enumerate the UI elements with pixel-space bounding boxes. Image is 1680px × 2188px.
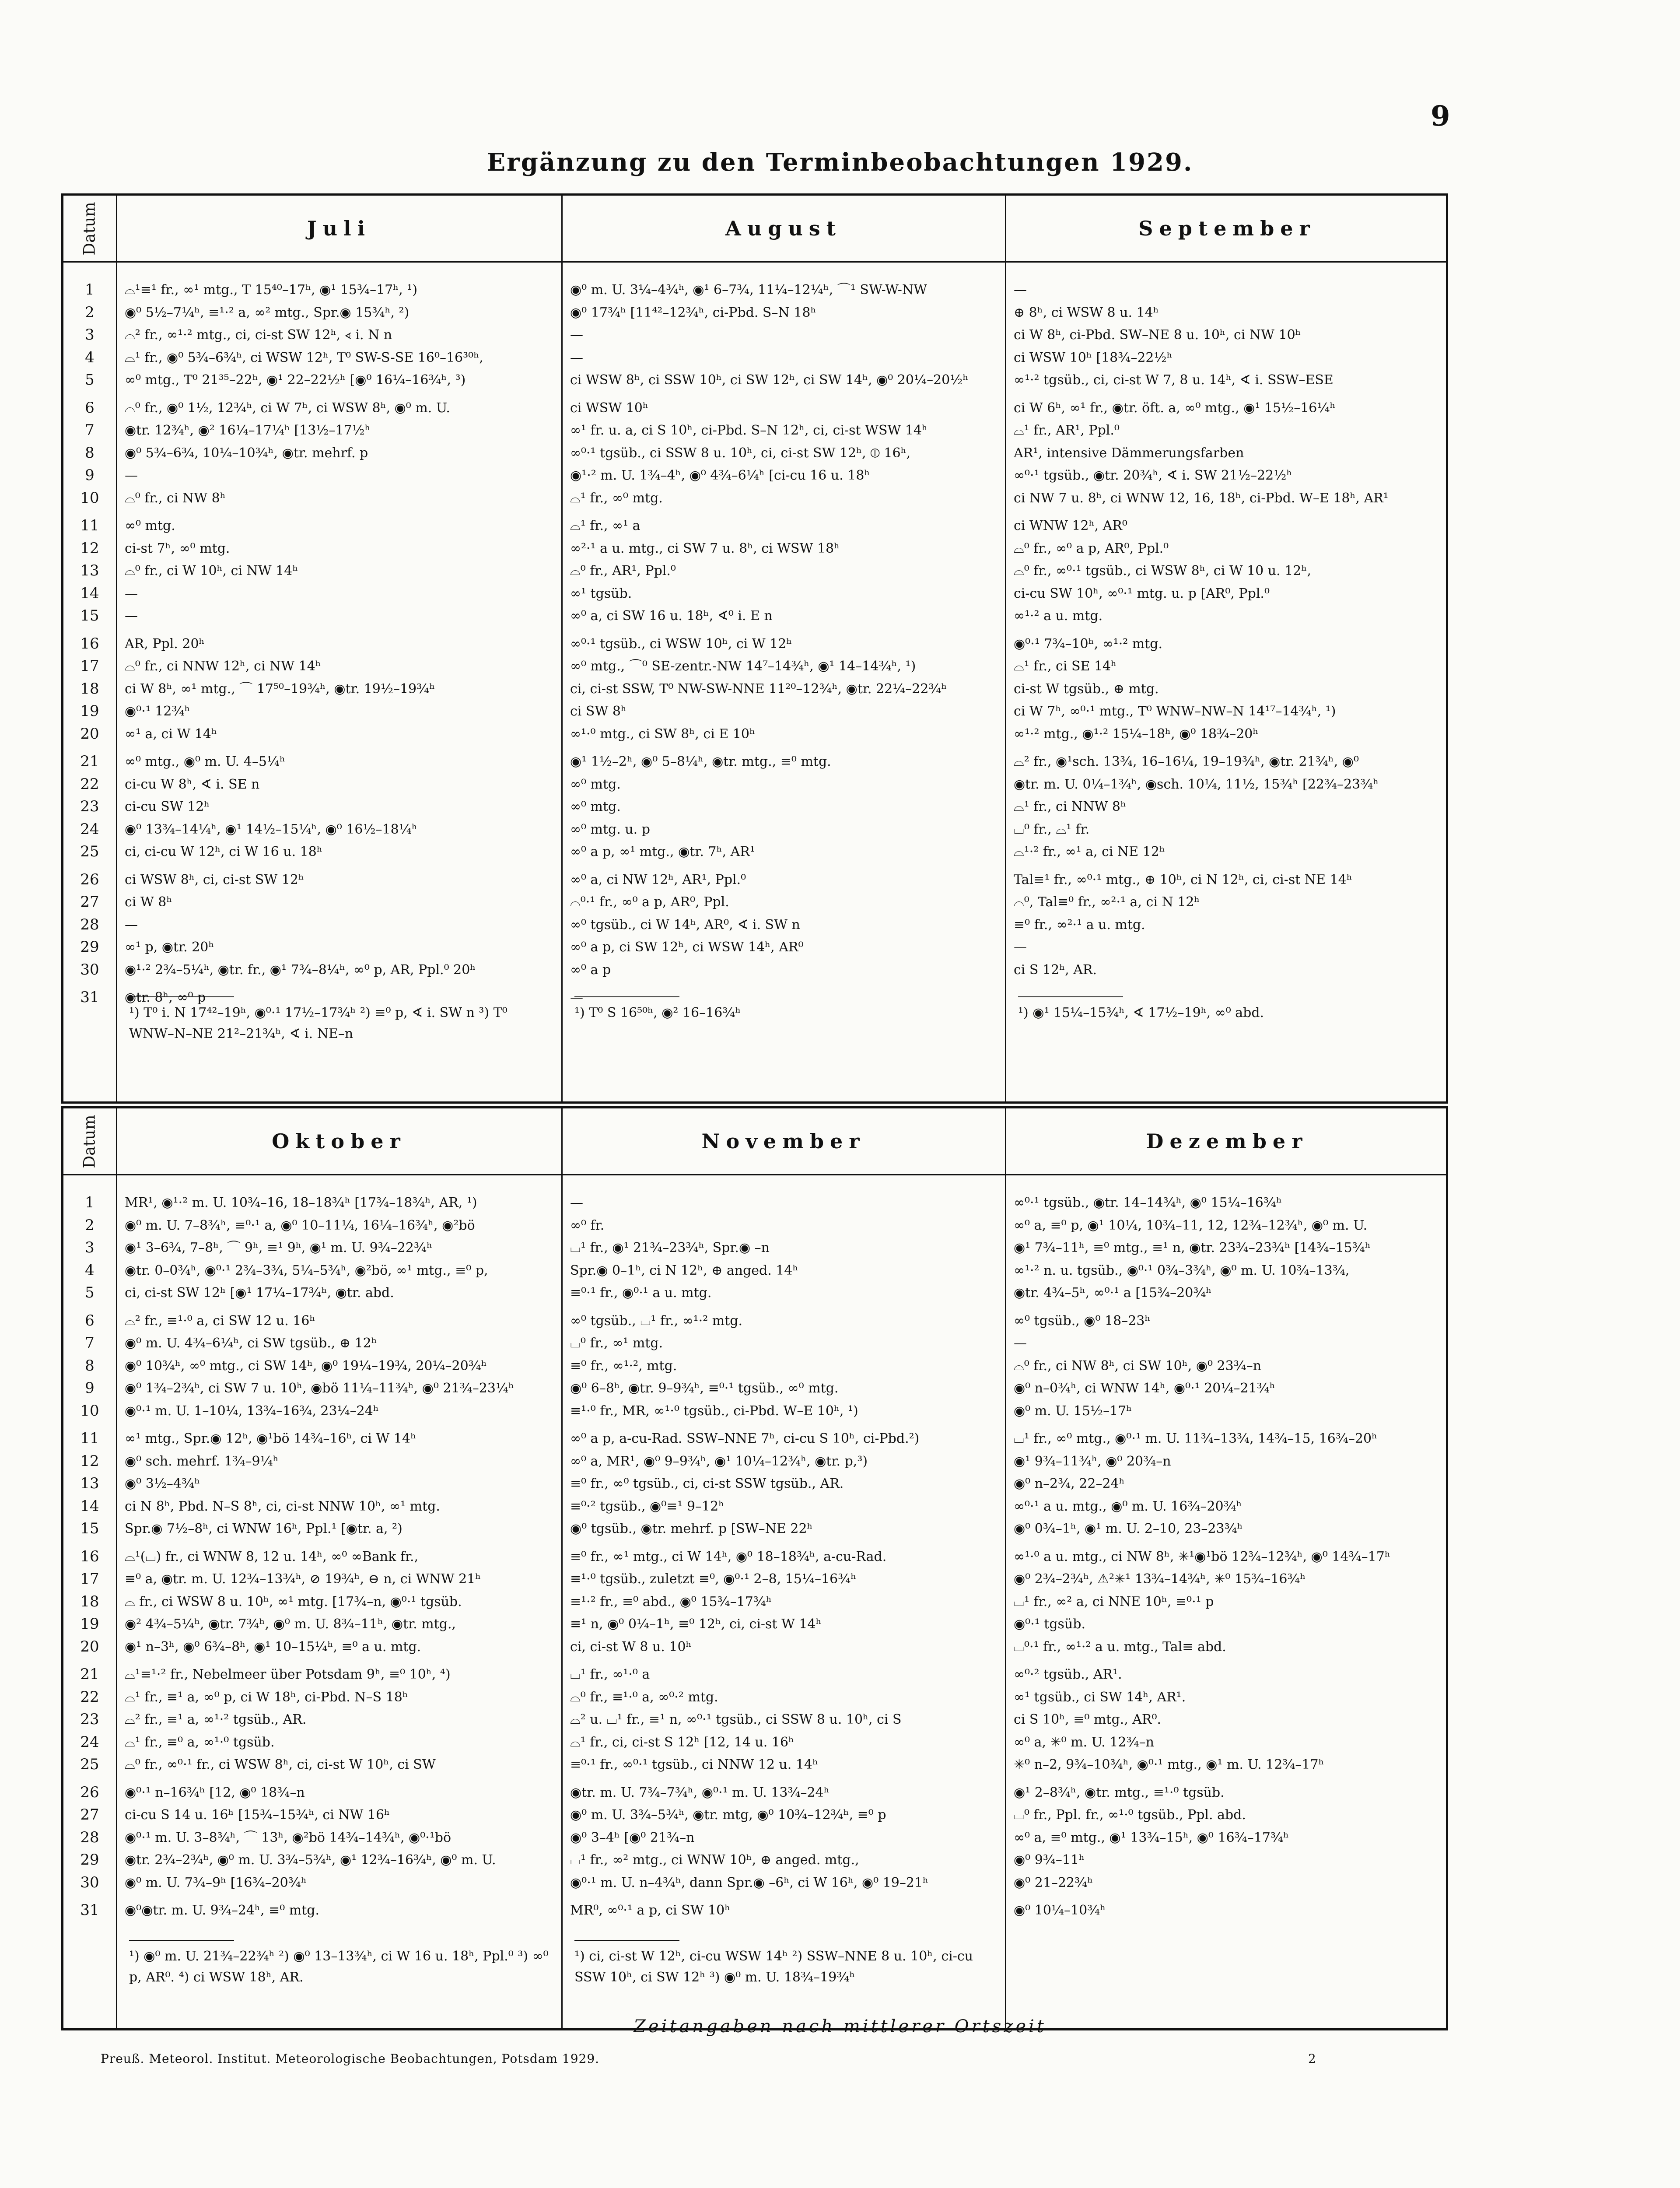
day-number: 29 (80, 1851, 99, 1869)
day-entry: ∞¹·⁰ a u. mtg., ci NW 8ʰ, ✳¹◉¹bö 12¾–12¾ʰ, ◉⁰ 14¾–17ʰ (1014, 1549, 1390, 1564)
day-entry: ⊕ 8ʰ, ci WSW 8 u. 14ʰ (1014, 305, 1159, 320)
day-entry: ⌓¹ fr., ci, ci-st S 12ʰ [12, 14 u. 16ʰ (570, 1734, 794, 1750)
day-entry: ≡⁰·¹ fr., ◉⁰·¹ a u. mtg. (570, 1285, 712, 1301)
day-entry: — (125, 586, 138, 601)
day-entry: ⌓⁰ fr., ∞⁰ a p, AR⁰, Ppl.⁰ (1014, 540, 1169, 556)
day-entry: ⌓² fr., ≡¹·⁰ a, ci SW 12 u. 16ʰ (125, 1313, 315, 1329)
month-header-november: November (701, 1129, 866, 1153)
day-entry: ◉⁰ m. U. 7¾–9ʰ [16¾–20¾ʰ (125, 1875, 307, 1890)
month-header-dezember: Dezember (1146, 1129, 1309, 1153)
day-entry: ci WSW 10ʰ [18¾–22½ʰ (1014, 350, 1172, 365)
day-entry: ◉¹·² 2¾–5¼ʰ, ◉tr. fr., ◉¹ 7¾–8¼ʰ, ∞⁰ p, AR, Ppl.⁰ 20ʰ (125, 962, 476, 978)
day-entry: ∞¹·² tgsüb., ci, ci-st W 7, 8 u. 14ʰ, ∢ i. SSW–ESE (1014, 372, 1334, 388)
time-reference-note: Zeitangaben nach mittlerer Ortszeit (634, 2016, 1046, 2037)
day-number: 11 (80, 517, 99, 534)
column-juli (125, 279, 558, 1009)
column-september (1014, 279, 1442, 1009)
day-number: 17 (80, 657, 99, 675)
day-number: 27 (80, 893, 99, 911)
day-entry: ⌓⁰ fr., ci NNW 12ʰ, ci NW 14ʰ (125, 659, 321, 674)
day-number-column (63, 1192, 116, 1922)
day-entry: ∞⁰·¹ tgsüb., ci SSW 8 u. 10ʰ, ci, ci-st SW 12ʰ, ⦶ 16ʰ, (570, 445, 911, 461)
day-entry: ◉⁰ 5½–7¼ʰ, ≡¹·² a, ∞² mtg., Spr.◉ 15¾ʰ, ²) (125, 305, 410, 320)
column-divider (1005, 1108, 1006, 2028)
day-number: 15 (80, 1520, 99, 1537)
day-number: 5 (85, 1284, 94, 1301)
day-entry: MR¹, ◉¹·² m. U. 10¾–16, 18–18¾ʰ [17¾–18¾ʰ, AR, ¹) (125, 1195, 477, 1210)
day-number: 19 (80, 1615, 99, 1633)
column-divider (116, 196, 117, 1101)
day-entry: ci, ci-cu W 12ʰ, ci W 16 u. 18ʰ (125, 844, 322, 859)
day-entry: ◉⁰ 5¾–6¾, 10¼–10¾ʰ, ◉tr. mehrf. p (125, 445, 368, 461)
day-entry: ◉⁰ n–2¾, 22–24ʰ (1014, 1476, 1125, 1491)
day-entry: Tal≡¹ fr., ∞⁰·¹ mtg., ⊕ 10ʰ, ci N 12ʰ, ci, ci-st NE 14ʰ (1014, 872, 1352, 887)
day-number: 17 (80, 1570, 99, 1588)
day-entry: ◉¹ 1½–2ʰ, ◉⁰ 5–8¼ʰ, ◉tr. mtg., ≡⁰ mtg. (570, 754, 831, 769)
column-divider (561, 196, 563, 1101)
day-entry: ⌓¹ fr., ci SE 14ʰ (1014, 659, 1117, 674)
day-entry: ci W 8ʰ (125, 894, 172, 910)
day-entry: ◉tr. 4¾–5ʰ, ∞⁰·¹ a [15¾–20¾ʰ (1014, 1285, 1212, 1301)
day-entry: AR, Ppl. 20ʰ (125, 636, 205, 652)
day-entry: — (125, 608, 138, 624)
day-entry: ∞⁰ a, ci NW 12ʰ, AR¹, Ppl.⁰ (570, 872, 746, 887)
day-entry: ⌴¹ fr., ∞¹·⁰ a (570, 1667, 650, 1682)
day-number: 18 (80, 1592, 99, 1610)
day-entry: ∞⁰ a p (570, 962, 611, 978)
day-entry: ∞⁰ a p, a-cu-Rad. SSW–NNE 7ʰ, ci-cu S 10ʰ, ci-Pbd.²) (570, 1431, 920, 1446)
day-number: 15 (80, 607, 99, 624)
day-entry: ∞⁰·² tgsüb., AR¹. (1014, 1667, 1122, 1682)
day-entry: ⌓⁰ fr., ci W 10ʰ, ci NW 14ʰ (125, 563, 298, 579)
day-entry: ◉⁰ 13¾–14¼ʰ, ◉¹ 14½–15¼ʰ, ◉⁰ 16½–18¼ʰ (125, 821, 417, 837)
day-entry: ∞⁰ mtg. (125, 518, 175, 533)
day-entry: ◉² 4¾–5¼ʰ, ◉tr. 7¾ʰ, ◉⁰ m. U. 8¾–11ʰ, ◉tr. mtg., (125, 1616, 456, 1632)
column-divider (561, 1108, 563, 2028)
day-entry: ⌓⁰ fr., ≡¹·⁰ a, ∞⁰·² mtg. (570, 1689, 718, 1705)
day-entry: ◉⁰ m. U. 7–8¾ʰ, ≡⁰·¹ a, ◉⁰ 10–11¼, 16¼–16¾ʰ, ◉²bö (125, 1217, 475, 1233)
day-entry: ∞⁰ a p, ∞¹ mtg., ◉tr. 7ʰ, AR¹ (570, 844, 755, 859)
day-entry: ≡¹ n, ◉⁰ 0¼–1ʰ, ≡⁰ 12ʰ, ci, ci-st W 14ʰ (570, 1616, 822, 1632)
day-entry: — (570, 990, 583, 1005)
day-entry: ∞¹·² a u. mtg. (1014, 608, 1103, 624)
day-number: 27 (80, 1806, 99, 1823)
day-entry: ≡⁰·² tgsüb., ◉⁰≡¹ 9–12ʰ (570, 1498, 724, 1514)
day-number: 28 (80, 1828, 99, 1846)
day-number: 4 (85, 348, 94, 366)
day-number: 1 (85, 1194, 94, 1211)
day-entry: ◉¹·² m. U. 1¾–4ʰ, ◉⁰ 4¾–6¼ʰ [ci-cu 16 u. 18ʰ (570, 468, 870, 483)
day-entry: ci-st 7ʰ, ∞⁰ mtg. (125, 540, 230, 556)
day-entry: ∞⁰ tgsüb., ◉⁰ 18–23ʰ (1014, 1313, 1151, 1329)
column-oktober (125, 1192, 558, 1922)
day-entry: ⌓¹ fr., AR¹, Ppl.⁰ (1014, 423, 1120, 438)
day-entry: ⌓⁰ fr., ci NW 8ʰ, ci SW 10ʰ, ◉⁰ 23¾–n (1014, 1358, 1262, 1374)
day-entry: — (125, 468, 138, 483)
day-number: 23 (80, 798, 99, 815)
day-number: 13 (80, 1475, 99, 1492)
day-entry: ◉tr. 8ʰ, ∞⁰ p (125, 990, 206, 1005)
day-number: 8 (85, 444, 94, 462)
day-entry: MR⁰, ∞⁰·¹ a p, ci SW 10ʰ (570, 1903, 731, 1918)
day-number: 13 (80, 562, 99, 579)
day-entry: ⌓¹ fr., ∞⁰ mtg. (570, 490, 663, 506)
day-entry: ◉⁰·¹ n–16¾ʰ [12, ◉⁰ 18¾–n (125, 1785, 305, 1800)
day-entry: ◉⁰ 1¾–2¾ʰ, ci SW 7 u. 10ʰ, ◉bö 11¼–11¾ʰ, ◉⁰ 21¾–23¼ʰ (125, 1381, 514, 1396)
day-entry: ci-cu SW 10ʰ, ∞⁰·¹ mtg. u. p [AR⁰, Ppl.⁰ (1014, 586, 1270, 601)
day-entry: ✳⁰ n–2, 9¾–10¾ʰ, ◉⁰·¹ mtg., ◉¹ m. U. 12¾–17ʰ (1014, 1757, 1324, 1772)
day-entry: ∞¹ mtg., Spr.◉ 12ʰ, ◉¹bö 14¾–16ʰ, ci W 14ʰ (125, 1431, 416, 1446)
day-entry: ◉⁰·¹ tgsüb. (1014, 1616, 1086, 1632)
day-number: 16 (80, 635, 99, 652)
day-entry: ⌓⁰ fr., ci NW 8ʰ (125, 490, 226, 506)
column-november (570, 1192, 999, 1922)
column-dezember (1014, 1192, 1442, 1922)
day-entry: ci-st W tgsüb., ⊕ mtg. (1014, 681, 1159, 697)
day-entry: ◉¹ 7¾–11ʰ, ≡⁰ mtg., ≡¹ n, ◉tr. 23¾–23¾ʰ [14¾–15¾ʰ (1014, 1240, 1371, 1255)
day-entry: ci, ci-st SW 12ʰ [◉¹ 17¼–17¾ʰ, ◉tr. abd. (125, 1285, 394, 1301)
day-entry: ci WSW 10ʰ (570, 400, 648, 416)
day-number: 9 (85, 1379, 94, 1397)
day-entry: ⌴¹ fr., ∞² a, ci NNE 10ʰ, ≡⁰·¹ p (1014, 1594, 1214, 1609)
day-number: 21 (80, 753, 99, 770)
day-entry: ∞⁰ mtg. u. p (570, 821, 650, 837)
day-entry: ci SW 8ʰ (570, 704, 626, 719)
day-entry: ci S 10ʰ, ≡⁰ mtg., AR⁰. (1014, 1712, 1162, 1727)
day-entry: — (1014, 1336, 1027, 1351)
day-number-column (63, 279, 116, 1009)
day-number: 26 (80, 1783, 99, 1801)
day-number: 5 (85, 371, 94, 389)
day-number: 7 (85, 421, 94, 439)
day-entry: ◉⁰·¹ m. U. 1–10¼, 13¾–16¾, 23¼–24ʰ (125, 1403, 379, 1419)
day-entry: ⌓⁰ fr., ◉⁰ 1½, 12¾ʰ, ci W 7ʰ, ci WSW 8ʰ, ◉⁰ m. U. (125, 400, 450, 416)
day-entry: ∞⁰ fr. (570, 1217, 605, 1233)
day-entry: ∞⁰ mtg. (570, 776, 621, 792)
day-number: 30 (80, 961, 99, 978)
day-entry: ◉⁰·¹ m. U. 3–8¾ʰ, ⌒ 13ʰ, ◉²bö 14¾–14¾ʰ, ◉⁰·¹bö (125, 1830, 452, 1845)
day-entry: ⌓⁰ fr., ∞⁰·¹ tgsüb., ci WSW 8ʰ, ci W 10 u. 12ʰ, (1014, 563, 1311, 579)
day-entry: ∞⁰ a, MR¹, ◉⁰ 9–9¾ʰ, ◉¹ 10¼–12¾ʰ, ◉tr. p,³) (570, 1453, 868, 1469)
day-entry: ∞¹ tgsüb., ci SW 14ʰ, AR¹. (1014, 1689, 1186, 1705)
day-entry: ◉⁰ 3–4ʰ [◉⁰ 21¾–n (570, 1830, 695, 1845)
day-number: 28 (80, 915, 99, 933)
day-entry: ⌓¹ fr., ≡⁰ a, ∞¹·⁰ tgsüb. (125, 1734, 275, 1750)
day-entry: ◉⁰ m. U. 3¾–5¾ʰ, ◉tr. mtg, ◉⁰ 10¾–12¾ʰ, ≡⁰ p (570, 1807, 886, 1823)
day-number: 6 (85, 399, 94, 417)
day-entry: ◉⁰ m. U. 15½–17ʰ (1014, 1403, 1132, 1419)
day-entry: ∞⁰ tgsüb., ci W 14ʰ, AR⁰, ∢ i. SW n (570, 917, 800, 933)
day-entry: — (570, 350, 583, 365)
day-entry: Spr.◉ 0–1ʰ, ci N 12ʰ, ⊕ anged. 14ʰ (570, 1262, 798, 1278)
day-entry: ∞¹ tgsüb. (570, 586, 632, 601)
month-header-august: August (725, 217, 842, 240)
day-entry: ◉⁰·¹ 7¾–10ʰ, ∞¹·² mtg. (1014, 636, 1163, 652)
month-header-oktober: Oktober (272, 1129, 406, 1153)
day-number: 7 (85, 1334, 94, 1352)
day-entry: — (125, 917, 138, 933)
day-number: 3 (85, 1239, 94, 1256)
day-entry: ci W 8ʰ, ∞¹ mtg., ⌒ 17⁵⁰–19¾ʰ, ◉tr. 19½–19¾ʰ (125, 681, 435, 697)
day-number: 12 (80, 1452, 99, 1470)
day-entry: ⌴⁰ fr., Ppl. fr., ∞¹·⁰ tgsüb., Ppl. abd. (1014, 1807, 1246, 1823)
day-entry: ◉⁰ 21–22¾ʰ (1014, 1875, 1093, 1890)
day-number: 21 (80, 1666, 99, 1683)
day-entry: ◉⁰ 10¾ʰ, ∞⁰ mtg., ci SW 14ʰ, ◉⁰ 19¼–19¾, 20¼–20¾ʰ (125, 1358, 487, 1374)
day-number: 6 (85, 1311, 94, 1329)
day-entry: ⌓² u. ⌴¹ fr., ≡¹ n, ∞⁰·¹ tgsüb., ci SSW 8 u. 10ʰ, ci S (570, 1712, 902, 1727)
day-entry: ◉¹ 9¾–11¾ʰ, ◉⁰ 20¾–n (1014, 1453, 1171, 1469)
page-number: 9 (1431, 100, 1450, 133)
day-entry: ∞⁰·¹ tgsüb., ci WSW 10ʰ, ci W 12ʰ (570, 636, 792, 652)
day-entry: ⌓¹≡¹ fr., ∞¹ mtg., T 15⁴⁰–17ʰ, ◉¹ 15¾–17ʰ, ¹) (125, 282, 418, 298)
column-august (570, 279, 999, 1009)
day-entry: ⌓⁰, Tal≡⁰ fr., ∞²·¹ a, ci N 12ʰ (1014, 894, 1200, 910)
day-entry: ci WNW 12ʰ, AR⁰ (1014, 518, 1127, 533)
day-number: 16 (80, 1547, 99, 1565)
day-entry: ∞⁰ a, ci SW 16 u. 18ʰ, ∢⁰ i. E n (570, 608, 773, 624)
day-entry: ∞²·¹ a u. mtg., ci SW 7 u. 8ʰ, ci WSW 18ʰ (570, 540, 840, 556)
month-header-juli: Juli (307, 217, 371, 240)
day-number: 12 (80, 539, 99, 557)
day-entry: ⌓¹ fr., ◉⁰ 5¾–6¾ʰ, ci WSW 12ʰ, T⁰ SW-S-SE 16⁰–16³⁰ʰ, (125, 350, 483, 365)
day-entry: ci W 6ʰ, ∞¹ fr., ◉tr. öft. a, ∞⁰ mtg., ◉¹ 15½–16¼ʰ (1014, 400, 1336, 416)
day-entry: ≡⁰ a, ◉tr. m. U. 12¾–13¾ʰ, ⊘ 19¾ʰ, ⊖ n, ci WNW 21ʰ (125, 1571, 481, 1587)
day-entry: ci, ci-st SSW, T⁰ NW-SW-NNE 11²⁰–12¾ʰ, ◉tr. 22¼–22¾ʰ (570, 681, 947, 697)
day-entry: ∞⁰ mtg., ◉⁰ m. U. 4–5¼ʰ (125, 754, 285, 769)
day-entry: ∞⁰·¹ a u. mtg., ◉⁰ m. U. 16¾–20¾ʰ (1014, 1498, 1242, 1514)
day-number: 4 (85, 1261, 94, 1279)
day-entry: ≡¹·⁰ fr., MR, ∞¹·⁰ tgsüb., ci-Pbd. W–E 10ʰ, ¹) (570, 1403, 858, 1419)
day-entry: ⌓⁰·¹ fr., ∞⁰ a p, AR⁰, Ppl. (570, 894, 729, 910)
day-entry: ⌴¹ fr., ∞² mtg., ci WNW 10ʰ, ⊕ anged. mtg., (570, 1852, 859, 1868)
day-number: 25 (80, 1756, 99, 1773)
day-entry: ◉⁰ m. U. 4¾–6¼ʰ, ci SW tgsüb., ⊕ 12ʰ (125, 1336, 377, 1351)
table-panel-bottom (61, 1106, 1448, 2030)
day-entry: — (1014, 940, 1027, 955)
day-entry: ci W 7ʰ, ∞⁰·¹ mtg., T⁰ WNW–NW–N 14¹⁷–14¾ʰ, ¹) (1014, 704, 1336, 719)
day-number: 3 (85, 326, 94, 344)
page-title: Ergänzung zu den Terminbeobachtungen 1929. (486, 148, 1194, 177)
day-entry: ci, ci-st W 8 u. 10ʰ (570, 1639, 692, 1655)
day-entry: ≡⁰·¹ fr., ∞⁰·¹ tgsüb., ci NNW 12 u. 14ʰ (570, 1757, 818, 1772)
day-entry: ∞⁰ a, ≡⁰ p, ◉¹ 10¼, 10¾–11, 12, 12¾–12¾ʰ, ◉⁰ m. U. (1014, 1217, 1368, 1233)
day-entry: ⌓¹·² fr., ∞¹ a, ci NE 12ʰ (1014, 844, 1165, 859)
day-number: 26 (80, 870, 99, 888)
day-entry: ∞⁰·¹ tgsüb., ◉tr. 20¾ʰ, ∢ i. SW 21½–22½ʰ (1014, 468, 1292, 483)
day-entry: ⌴⁰ fr., ⌓¹ fr. (1014, 821, 1090, 837)
day-entry: Spr.◉ 7½–8ʰ, ci WNW 16ʰ, Ppl.¹ [◉tr. a, ²) (125, 1521, 402, 1536)
day-entry: ◉tr. 0–0¾ʰ, ◉⁰·¹ 2¾–3¾, 5¼–5¾ʰ, ◉²bö, ∞¹ mtg., ≡⁰ p, (125, 1262, 488, 1278)
day-number: 31 (80, 989, 99, 1006)
day-entry: ◉¹ 3–6¾, 7–8ʰ, ⌒ 9ʰ, ≡¹ 9ʰ, ◉¹ m. U. 9¾–22¾ʰ (125, 1240, 433, 1255)
day-number: 30 (80, 1873, 99, 1891)
day-entry: ⌓¹(⌴) fr., ci WNW 8, 12 u. 14ʰ, ∞⁰ ∞Bank fr., (125, 1549, 419, 1564)
signature-mark: 2 (1308, 2051, 1316, 2066)
day-entry: ◉tr. 2¾–2¾ʰ, ◉⁰ m. U. 3¾–5¾ʰ, ◉¹ 12¾–16¾ʰ, ◉⁰ m. U. (125, 1852, 496, 1868)
day-entry: ∞¹ fr. u. a, ci S 10ʰ, ci-Pbd. S–N 12ʰ, ci, ci-st WSW 14ʰ (570, 423, 928, 438)
day-entry: ∞⁰·¹ tgsüb., ◉tr. 14–14¾ʰ, ◉⁰ 15¼–16¾ʰ (1014, 1195, 1282, 1210)
day-entry: ⌓⁰ fr., AR¹, Ppl.⁰ (570, 563, 676, 579)
day-entry: ⌴¹ fr., ∞⁰ mtg., ◉⁰·¹ m. U. 11¾–13¾, 14¾–15, 16¾–20ʰ (1014, 1431, 1378, 1446)
day-entry: ci-cu S 14 u. 16ʰ [15¾–15¾ʰ, ci NW 16ʰ (125, 1807, 390, 1823)
day-entry: ≡⁰ fr., ∞¹ mtg., ci W 14ʰ, ◉⁰ 18–18¾ʰ, a-cu-Rad. (570, 1549, 887, 1564)
day-number: 22 (80, 1688, 99, 1706)
day-entry: ⌓ fr., ci WSW 8 u. 10ʰ, ∞¹ mtg. [17¾–n, ◉⁰·¹ tgsüb. (125, 1594, 462, 1609)
day-entry: ⌓² fr., ≡¹ a, ∞¹·² tgsüb., AR. (125, 1712, 307, 1727)
day-entry: ⌓¹ fr., ∞¹ a (570, 518, 640, 533)
day-entry: ∞¹·² n. u. tgsüb., ◉⁰·¹ 0¾–3¾ʰ, ◉⁰ m. U. 10¾–13¾, (1014, 1262, 1350, 1278)
day-entry: ≡¹·² fr., ≡⁰ abd., ◉⁰ 15¾–17¾ʰ (570, 1594, 772, 1609)
day-entry: — (1014, 282, 1027, 298)
day-entry: ◉⁰ 17¾ʰ [11⁴²–12¾ʰ, ci-Pbd. S–N 18ʰ (570, 305, 816, 320)
day-entry: ◉⁰ m. U. 3¼–4¾ʰ, ◉¹ 6–7¾, 11¼–12¼ʰ, ⌒¹ SW-W-NW (570, 282, 927, 298)
day-entry: ◉⁰ n–0¾ʰ, ci WNW 14ʰ, ◉⁰·¹ 20¼–21¾ʰ (1014, 1381, 1275, 1396)
day-entry: ∞¹·⁰ mtg., ci SW 8ʰ, ci E 10ʰ (570, 726, 755, 742)
day-entry: ◉⁰ 10¼–10¾ʰ (1014, 1903, 1106, 1918)
day-entry: ci-cu SW 12ʰ (125, 799, 210, 814)
day-entry: ◉⁰ 9¾–11ʰ (1014, 1852, 1085, 1868)
day-entry: AR¹, intensive Dämmerungsfarben (1014, 445, 1244, 461)
day-entry: ⌓¹ fr., ci NNW 8ʰ (1014, 799, 1126, 814)
day-number: 2 (85, 1216, 94, 1234)
day-entry: ⌓² fr., ∞¹·² mtg., ci, ci-st SW 12ʰ, ∢ i. N n (125, 327, 392, 343)
day-entry: ◉⁰·¹ m. U. n–4¾ʰ, dann Spr.◉ –6ʰ, ci W 16ʰ, ◉⁰ 19–21ʰ (570, 1875, 929, 1890)
publisher-credit: Preuß. Meteorol. Institut. Meteorologische Beobachtungen, Potsdam 1929. (101, 2051, 600, 2066)
day-entry: ◉⁰ 3½–4¾ʰ (125, 1476, 200, 1491)
day-entry: ≡⁰ fr., ∞²·¹ a u. mtg. (1014, 917, 1145, 933)
footnote-september: ¹) ◉¹ 15¼–15¾ʰ, ∢ 17½–19ʰ, ∞⁰ abd. (1018, 996, 1438, 1024)
day-number: 29 (80, 938, 99, 956)
day-number: 10 (80, 1402, 99, 1420)
day-entry: — (570, 327, 583, 343)
day-entry: ⌓² fr., ◉¹sch. 13¾, 16–16¼, 19–19¾ʰ, ◉tr. 21¾ʰ, ◉⁰ (1014, 754, 1359, 769)
day-entry: ∞¹ p, ◉tr. 20ʰ (125, 940, 214, 955)
day-entry: ◉tr. 12¾ʰ, ◉² 16¼–17¼ʰ [13½–17½ʰ (125, 423, 371, 438)
day-number: 23 (80, 1711, 99, 1728)
day-number: 19 (80, 702, 99, 720)
day-entry: ∞⁰ mtg., T⁰ 21³⁵–22ʰ, ◉¹ 22–22½ʰ [◉⁰ 16¼–16¾ʰ, ³) (125, 372, 466, 388)
day-entry: ◉⁰ 6–8ʰ, ◉tr. 9–9¾ʰ, ≡⁰·¹ tgsüb., ∞⁰ mtg. (570, 1381, 839, 1396)
day-number: 11 (80, 1430, 99, 1447)
day-number: 18 (80, 680, 99, 698)
day-entry: ≡¹·⁰ tgsüb., zuletzt ≡⁰, ◉⁰·¹ 2–8, 15¼–16¾ʰ (570, 1571, 857, 1587)
day-entry: ⌴⁰·¹ fr., ∞¹·² a u. mtg., Tal≡ abd. (1014, 1639, 1226, 1655)
day-entry: ◉⁰◉tr. m. U. 9¾–24ʰ, ≡⁰ mtg. (125, 1903, 320, 1918)
day-number: 24 (80, 1733, 99, 1751)
table-panel-top (61, 193, 1448, 1104)
day-entry: ⌴¹ fr., ◉¹ 21¾–23¾ʰ, Spr.◉ –n (570, 1240, 770, 1255)
day-entry: ◉⁰·¹ 12¾ʰ (125, 704, 190, 719)
footnote-august: ¹) T⁰ S 16⁵⁰ʰ, ◉² 16–16¾ʰ (574, 996, 994, 1024)
column-divider (1005, 196, 1006, 1101)
day-entry: ci WSW 8ʰ, ci, ci-st SW 12ʰ (125, 872, 304, 887)
day-number: 31 (80, 1901, 99, 1919)
day-entry: ⌓¹ fr., ≡¹ a, ∞⁰ p, ci W 18ʰ, ci-Pbd. N–S 18ʰ (125, 1689, 408, 1705)
day-entry: ⌓⁰ fr., ∞⁰·¹ fr., ci WSW 8ʰ, ci, ci-st W 10ʰ, ci SW (125, 1757, 436, 1772)
datum-header: Datum (80, 201, 99, 256)
day-entry: ⌓¹≡¹·² fr., Nebelmeer über Potsdam 9ʰ, ≡⁰ 10ʰ, ⁴) (125, 1667, 451, 1682)
day-number: 1 (85, 281, 94, 298)
day-number: 20 (80, 1637, 99, 1655)
day-entry: ◉tr. m. U. 7¾–7¾ʰ, ◉⁰·¹ m. U. 13¾–24ʰ (570, 1785, 830, 1800)
day-entry: ci-cu W 8ʰ, ∢ i. SE n (125, 776, 260, 792)
day-entry: ≡⁰ fr., ∞¹·², mtg. (570, 1358, 677, 1374)
datum-header: Datum (80, 1114, 99, 1168)
day-number: 2 (85, 303, 94, 321)
day-entry: ◉⁰ tgsüb., ◉tr. mehrf. p [SW–NE 22ʰ (570, 1521, 813, 1536)
day-number: 8 (85, 1357, 94, 1375)
day-entry: ∞⁰ mtg. (570, 799, 621, 814)
day-entry: ∞⁰ a, ✳⁰ m. U. 12¾–n (1014, 1734, 1154, 1750)
day-entry: ci N 8ʰ, Pbd. N–S 8ʰ, ci, ci-st NNW 10ʰ, ∞¹ mtg. (125, 1498, 440, 1514)
day-number: 25 (80, 843, 99, 860)
month-header-september: September (1138, 217, 1316, 240)
day-entry: ◉tr. m. U. 0¼–1¾ʰ, ◉sch. 10¼, 11½, 15¾ʰ [22¾–23¾ʰ (1014, 776, 1379, 792)
day-entry: ◉⁰ sch. mehrf. 1¾–9¼ʰ (125, 1453, 279, 1469)
day-entry: ⌴⁰ fr., ∞¹ mtg. (570, 1336, 663, 1351)
footnote-november: ¹) ci, ci-st W 12ʰ, ci-cu WSW 14ʰ ²) SSW–NNE 8 u. 10ʰ, ci-cu SSW 10ʰ, ci SW 12ʰ ³) ◉⁰ m. U. 18¾–19¾ʰ (574, 1940, 994, 1988)
day-number: 14 (80, 584, 99, 602)
day-entry: ∞⁰ a p, ci SW 12ʰ, ci WSW 14ʰ, AR⁰ (570, 940, 804, 955)
day-entry: ◉¹ 2–8¾ʰ, ◉tr. mtg., ≡¹·⁰ tgsüb. (1014, 1785, 1225, 1800)
day-entry: ci S 12ʰ, AR. (1014, 962, 1097, 978)
day-entry: ∞¹ a, ci W 14ʰ (125, 726, 217, 742)
day-entry: ci W 8ʰ, ci-Pbd. SW–NE 8 u. 10ʰ, ci NW 10ʰ (1014, 327, 1301, 343)
column-divider (116, 1108, 117, 2028)
day-entry: ∞⁰ mtg., ⌒⁰ SE-zentr.-NW 14⁷–14¾ʰ, ◉¹ 14–14¾ʰ, ¹) (570, 659, 916, 674)
footnote-oktober: ¹) ◉⁰ m. U. 21¾–22¾ʰ ²) ◉⁰ 13–13¾ʰ, ci W 16 u. 18ʰ, Ppl.⁰ ³) ∞⁰ p, AR⁰. ⁴) ci WSW 18ʰ, AR. (129, 1940, 549, 1988)
day-number: 24 (80, 820, 99, 838)
day-entry: ≡⁰ fr., ∞⁰ tgsüb., ci, ci-st SSW tgsüb., AR. (570, 1476, 844, 1491)
day-number: 14 (80, 1497, 99, 1515)
day-number: 9 (85, 466, 94, 484)
day-entry: ◉⁰ 2¾–2¾ʰ, ⚠²✳¹ 13¾–14¾ʰ, ✳⁰ 15¾–16¾ʰ (1014, 1571, 1306, 1587)
day-entry: ◉⁰ 0¾–1ʰ, ◉¹ m. U. 2–10, 23–23¾ʰ (1014, 1521, 1243, 1536)
day-entry: ◉¹ n–3ʰ, ◉⁰ 6¾–8ʰ, ◉¹ 10–15¼ʰ, ≡⁰ a u. mtg. (125, 1639, 421, 1655)
day-entry: — (570, 1195, 583, 1210)
day-number: 20 (80, 725, 99, 743)
day-entry: ci NW 7 u. 8ʰ, ci WNW 12, 16, 18ʰ, ci-Pbd. W–E 18ʰ, AR¹ (1014, 490, 1389, 506)
day-entry: ∞¹·² mtg., ◉¹·² 15¼–18ʰ, ◉⁰ 18¾–20ʰ (1014, 726, 1259, 742)
footnote-juli: ¹) T⁰ i. N 17⁴²–19ʰ, ◉⁰·¹ 17½–17¾ʰ ²) ≡⁰ p, ∢ i. SW n ³) T⁰ WNW–N–NE 21²–21¾ʰ, ∢ i. NE–n (129, 996, 549, 1045)
day-entry: ∞⁰ a, ≡⁰ mtg., ◉¹ 13¾–15ʰ, ◉⁰ 16¾–17¾ʰ (1014, 1830, 1289, 1845)
day-number: 10 (80, 489, 99, 507)
day-entry: ∞⁰ tgsüb., ⌴¹ fr., ∞¹·² mtg. (570, 1313, 743, 1329)
day-entry: ci WSW 8ʰ, ci SSW 10ʰ, ci SW 12ʰ, ci SW 14ʰ, ◉⁰ 20¼–20½ʰ (570, 372, 969, 388)
day-number: 22 (80, 775, 99, 793)
